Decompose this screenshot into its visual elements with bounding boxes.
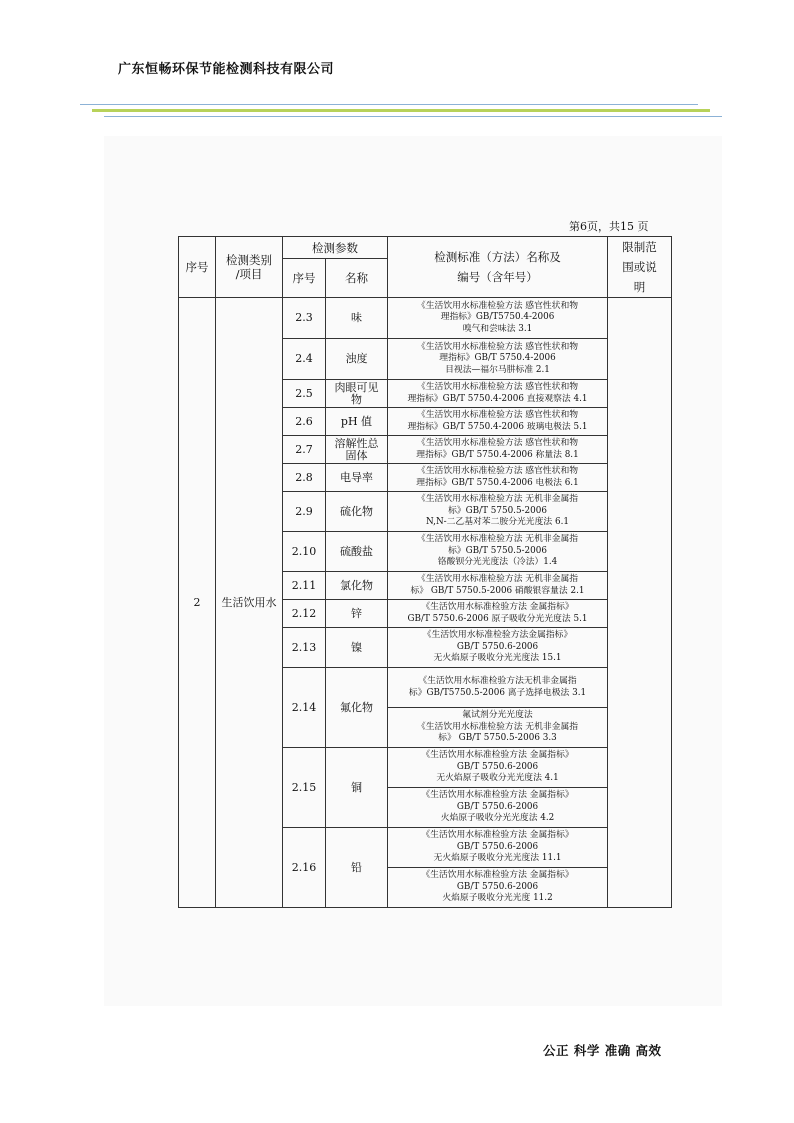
- param-seq: 2.4: [283, 339, 326, 380]
- standard-text: 《生活饮用水标准检验方法 金属指标》 GB/T 5750.6-2006 火焰原子吸收分光光度 11.2: [388, 868, 608, 908]
- param-name: pH 值: [326, 408, 388, 436]
- standard-text: 《生活饮用水标准检验方法 金属指标》 GB/T 5750.6-2006 原子吸收分光光度法 5.1: [388, 600, 608, 628]
- limit-cell: [608, 298, 672, 908]
- param-name: 味: [326, 298, 388, 339]
- header-param-name: 名称: [326, 259, 388, 298]
- header-rule-green: [92, 109, 710, 112]
- standard-text: 《生活饮用水标准检验方法无机非金属指 标》GB/T5750.5-2006 离子选择电极法 3.1: [388, 668, 608, 708]
- standard-text: 《生活饮用水标准检验方法 感官性状和物 理指标》GB/T 5750.4-2006 目视法—福尔马肼标准 2.1: [388, 339, 608, 380]
- header-rule-top: [80, 104, 698, 105]
- param-name: 溶解性总 固体: [326, 436, 388, 464]
- standard-text: 氟试剂分光光度法 《生活饮用水标准检验方法 无机非金属指 标》 GB/T 5750.5-2006 3.3: [388, 708, 608, 748]
- param-name: 硫化物: [326, 492, 388, 532]
- company-name: 广东恒畅环保节能检测科技有限公司: [118, 62, 335, 77]
- standard-text: 《生活饮用水标准检验方法 感官性状和物 理指标》GB/T 5750.4-2006 直接观察法 4.1: [388, 380, 608, 408]
- group-category: 生活饮用水: [216, 298, 283, 908]
- group-seq: 2: [179, 298, 216, 908]
- param-seq: 2.11: [283, 572, 326, 600]
- param-seq: 2.9: [283, 492, 326, 532]
- param-seq: 2.15: [283, 748, 326, 828]
- param-name: 镍: [326, 628, 388, 668]
- standard-text: 《生活饮用水标准检验方法 感官性状和物 理指标》GB/T 5750.4-2006 玻璃电极法 5.1: [388, 408, 608, 436]
- header-limit: 限制范 围或说 明: [608, 237, 672, 298]
- standard-text: 《生活饮用水标准检验方法 金属指标》 GB/T 5750.6-2006 无火焰原子吸收分光光度法 11.1: [388, 828, 608, 868]
- param-name: 浊度: [326, 339, 388, 380]
- standard-text: 《生活饮用水标准检验方法 金属指标》 GB/T 5750.6-2006 火焰原子吸收分光光度法 4.2: [388, 788, 608, 828]
- param-seq: 2.10: [283, 532, 326, 572]
- param-seq: 2.5: [283, 380, 326, 408]
- standard-text: 《生活饮用水标准检验方法金属指标》 GB/T 5750.6-2006 无火焰原子吸收分光光度法 15.1: [388, 628, 608, 668]
- param-name: 铜: [326, 748, 388, 828]
- param-name: 氯化物: [326, 572, 388, 600]
- param-seq: 2.16: [283, 828, 326, 908]
- param-name: 电导率: [326, 464, 388, 492]
- param-seq: 2.8: [283, 464, 326, 492]
- param-seq: 2.12: [283, 600, 326, 628]
- standard-text: 《生活饮用水标准检验方法 金属指标》 GB/T 5750.6-2006 无火焰原子吸收分光光度法 4.1: [388, 748, 608, 788]
- param-seq: 2.14: [283, 668, 326, 748]
- header-rule-bottom: [104, 116, 722, 117]
- footer-slogan: 公正 科学 准确 高效: [543, 1043, 662, 1058]
- header-category: 检测类别 /项目: [216, 237, 283, 298]
- standard-text: 《生活饮用水标准检验方法 感官性状和物 理指标》GB/T 5750.4-2006 电极法 6.1: [388, 464, 608, 492]
- param-name: 肉眼可见 物: [326, 380, 388, 408]
- param-name: 铅: [326, 828, 388, 908]
- param-seq: 2.7: [283, 436, 326, 464]
- table-row: [179, 298, 672, 339]
- table-body: [179, 298, 672, 908]
- param-name: 锌: [326, 600, 388, 628]
- standard-text: 《生活饮用水标准检验方法 无机非金属指 标》GB/T 5750.5-2006 铬酸钡分光光度法（冷法）1.4: [388, 532, 608, 572]
- standard-text: 《生活饮用水标准检验方法 感官性状和物 理指标》GB/T 5750.4-2006 称量法 8.1: [388, 436, 608, 464]
- page-number: 第6页，共15 页: [569, 220, 649, 233]
- header-param-seq: 序号: [283, 259, 326, 298]
- param-seq: 2.13: [283, 628, 326, 668]
- header-standard: 检测标准（方法）名称及 编号（含年号）: [388, 237, 608, 298]
- param-seq: 2.3: [283, 298, 326, 339]
- detection-table: [178, 236, 672, 908]
- param-name: 硫酸盐: [326, 532, 388, 572]
- header-seq: 序号: [179, 237, 216, 298]
- standard-text: 《生活饮用水标准检验方法 无机非金属指 标》 GB/T 5750.5-2006 硝酸银容量法 2.1: [388, 572, 608, 600]
- standard-text: 《生活饮用水标准检验方法 无机非金属指 标》GB/T 5750.5-2006 N,N-二乙基对苯二胺分光光度法 6.1: [388, 492, 608, 532]
- header-params: 检测参数: [283, 237, 388, 259]
- param-name: 氟化物: [326, 668, 388, 748]
- param-seq: 2.6: [283, 408, 326, 436]
- standard-text: 《生活饮用水标准检验方法 感官性状和物 理指标》GB/T5750.4-2006 嗅气和尝味法 3.1: [388, 298, 608, 339]
